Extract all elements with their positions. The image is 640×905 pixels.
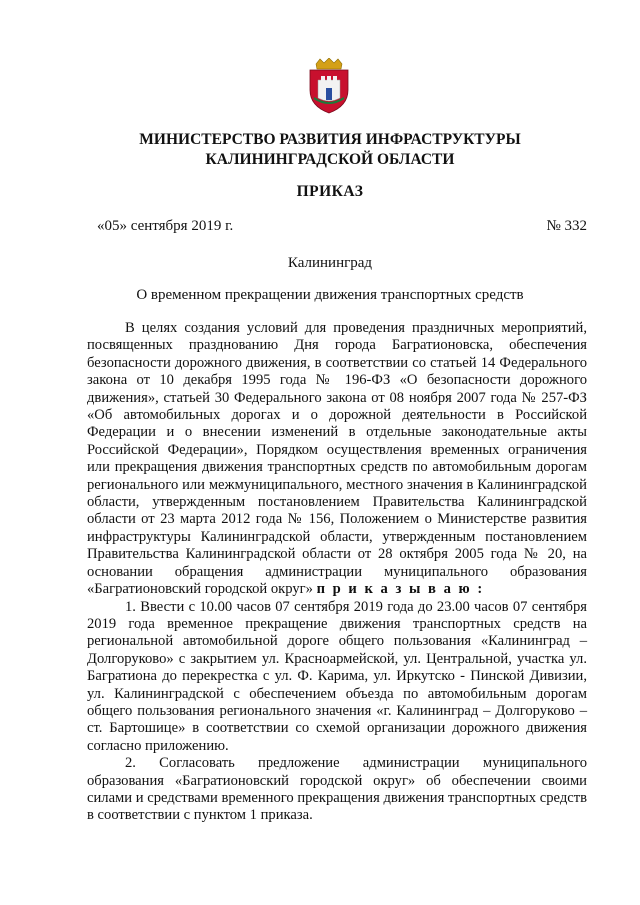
document-subject: О временном прекращении движения транспортных средств (136, 287, 524, 303)
order-item-1: 1. Ввести с 10.00 часов 07 сентября 2019 года до 23.00 часов 07 сентября 2019 года временное прекращение движения транспортных средств на региональной автомобильной дороге общего пользования «Калининград – Долгоруково» с закрытием ул. Красноармейской, ул. Центральной, участка ул. Багратиона до перекрестка с ул. Ф. Карима, ул. Иркутско - Пинской Дивизии, ул. Калининградской с обеспечением объезда по автомобильным дорогам общего пользования регионального значения «г. Калининград – Долгоруково – ст. Бартошице» в соответствии со схемой организации дорожного движения согласно приложению. (87, 598, 587, 754)
order-word: п р и к а з ы в а ю : (316, 581, 485, 598)
coat-of-arms-icon (306, 58, 352, 114)
order-item-2: 2. Согласовать предложение администрации муниципального образования «Багратионовский городской округ» об обеспечении своими силами и средствами временного прекращения движения транспортных средств в соответствии с пунктом 1 приказа. (87, 755, 587, 824)
preamble-paragraph (87, 320, 587, 599)
document-body (87, 320, 587, 825)
document-city: Калининград (287, 255, 373, 271)
document-date: «05» сентября 2019 г. (97, 218, 234, 234)
preamble-text: В целях создания условий для проведения праздничных мероприятий, посвященных празднованию Дня города Багратионовска, обеспечения безопасности дорожного движения, в соответствии со статьей 14 Федерального закона от 10 декабря 1995 года № 196-ФЗ «О безопасности дорожного движения», статьей 30 Федерального закона от 08 ноября 2007 года № 257-ФЗ «Об автомобильных дорогах и о дорожной деятельности в Российской Федерации и о внесении изменений в отдельные законодательные акты Российской Федерации», Порядком осуществления временных ограничения или прекращения движения транспортных средств по автомобильным дорогам регионального или межмуниципального, местного значения в Калининградской области, утвержденным постановлением Правительства Калининградской области от 23 марта 2012 года № 156, Положением о Министерстве развития инфраструктуры Калининградской области, утвержденным постановлением Правительства Калининградской области от 28 октября 2005 года № 20, на основании обращения администрации муниципального образования «Багратионовский городской округ» (87, 320, 587, 598)
document-number: № 332 (546, 218, 587, 234)
ministry-line-2: КАЛИНИНГРАДСКОЙ ОБЛАСТИ (205, 151, 455, 168)
ministry-line-1: МИНИСТЕРСТВО РАЗВИТИЯ ИНФРАСТРУКТУРЫ (139, 131, 521, 148)
ministry-name (60, 130, 600, 170)
document-type: ПРИКАЗ (296, 183, 364, 200)
